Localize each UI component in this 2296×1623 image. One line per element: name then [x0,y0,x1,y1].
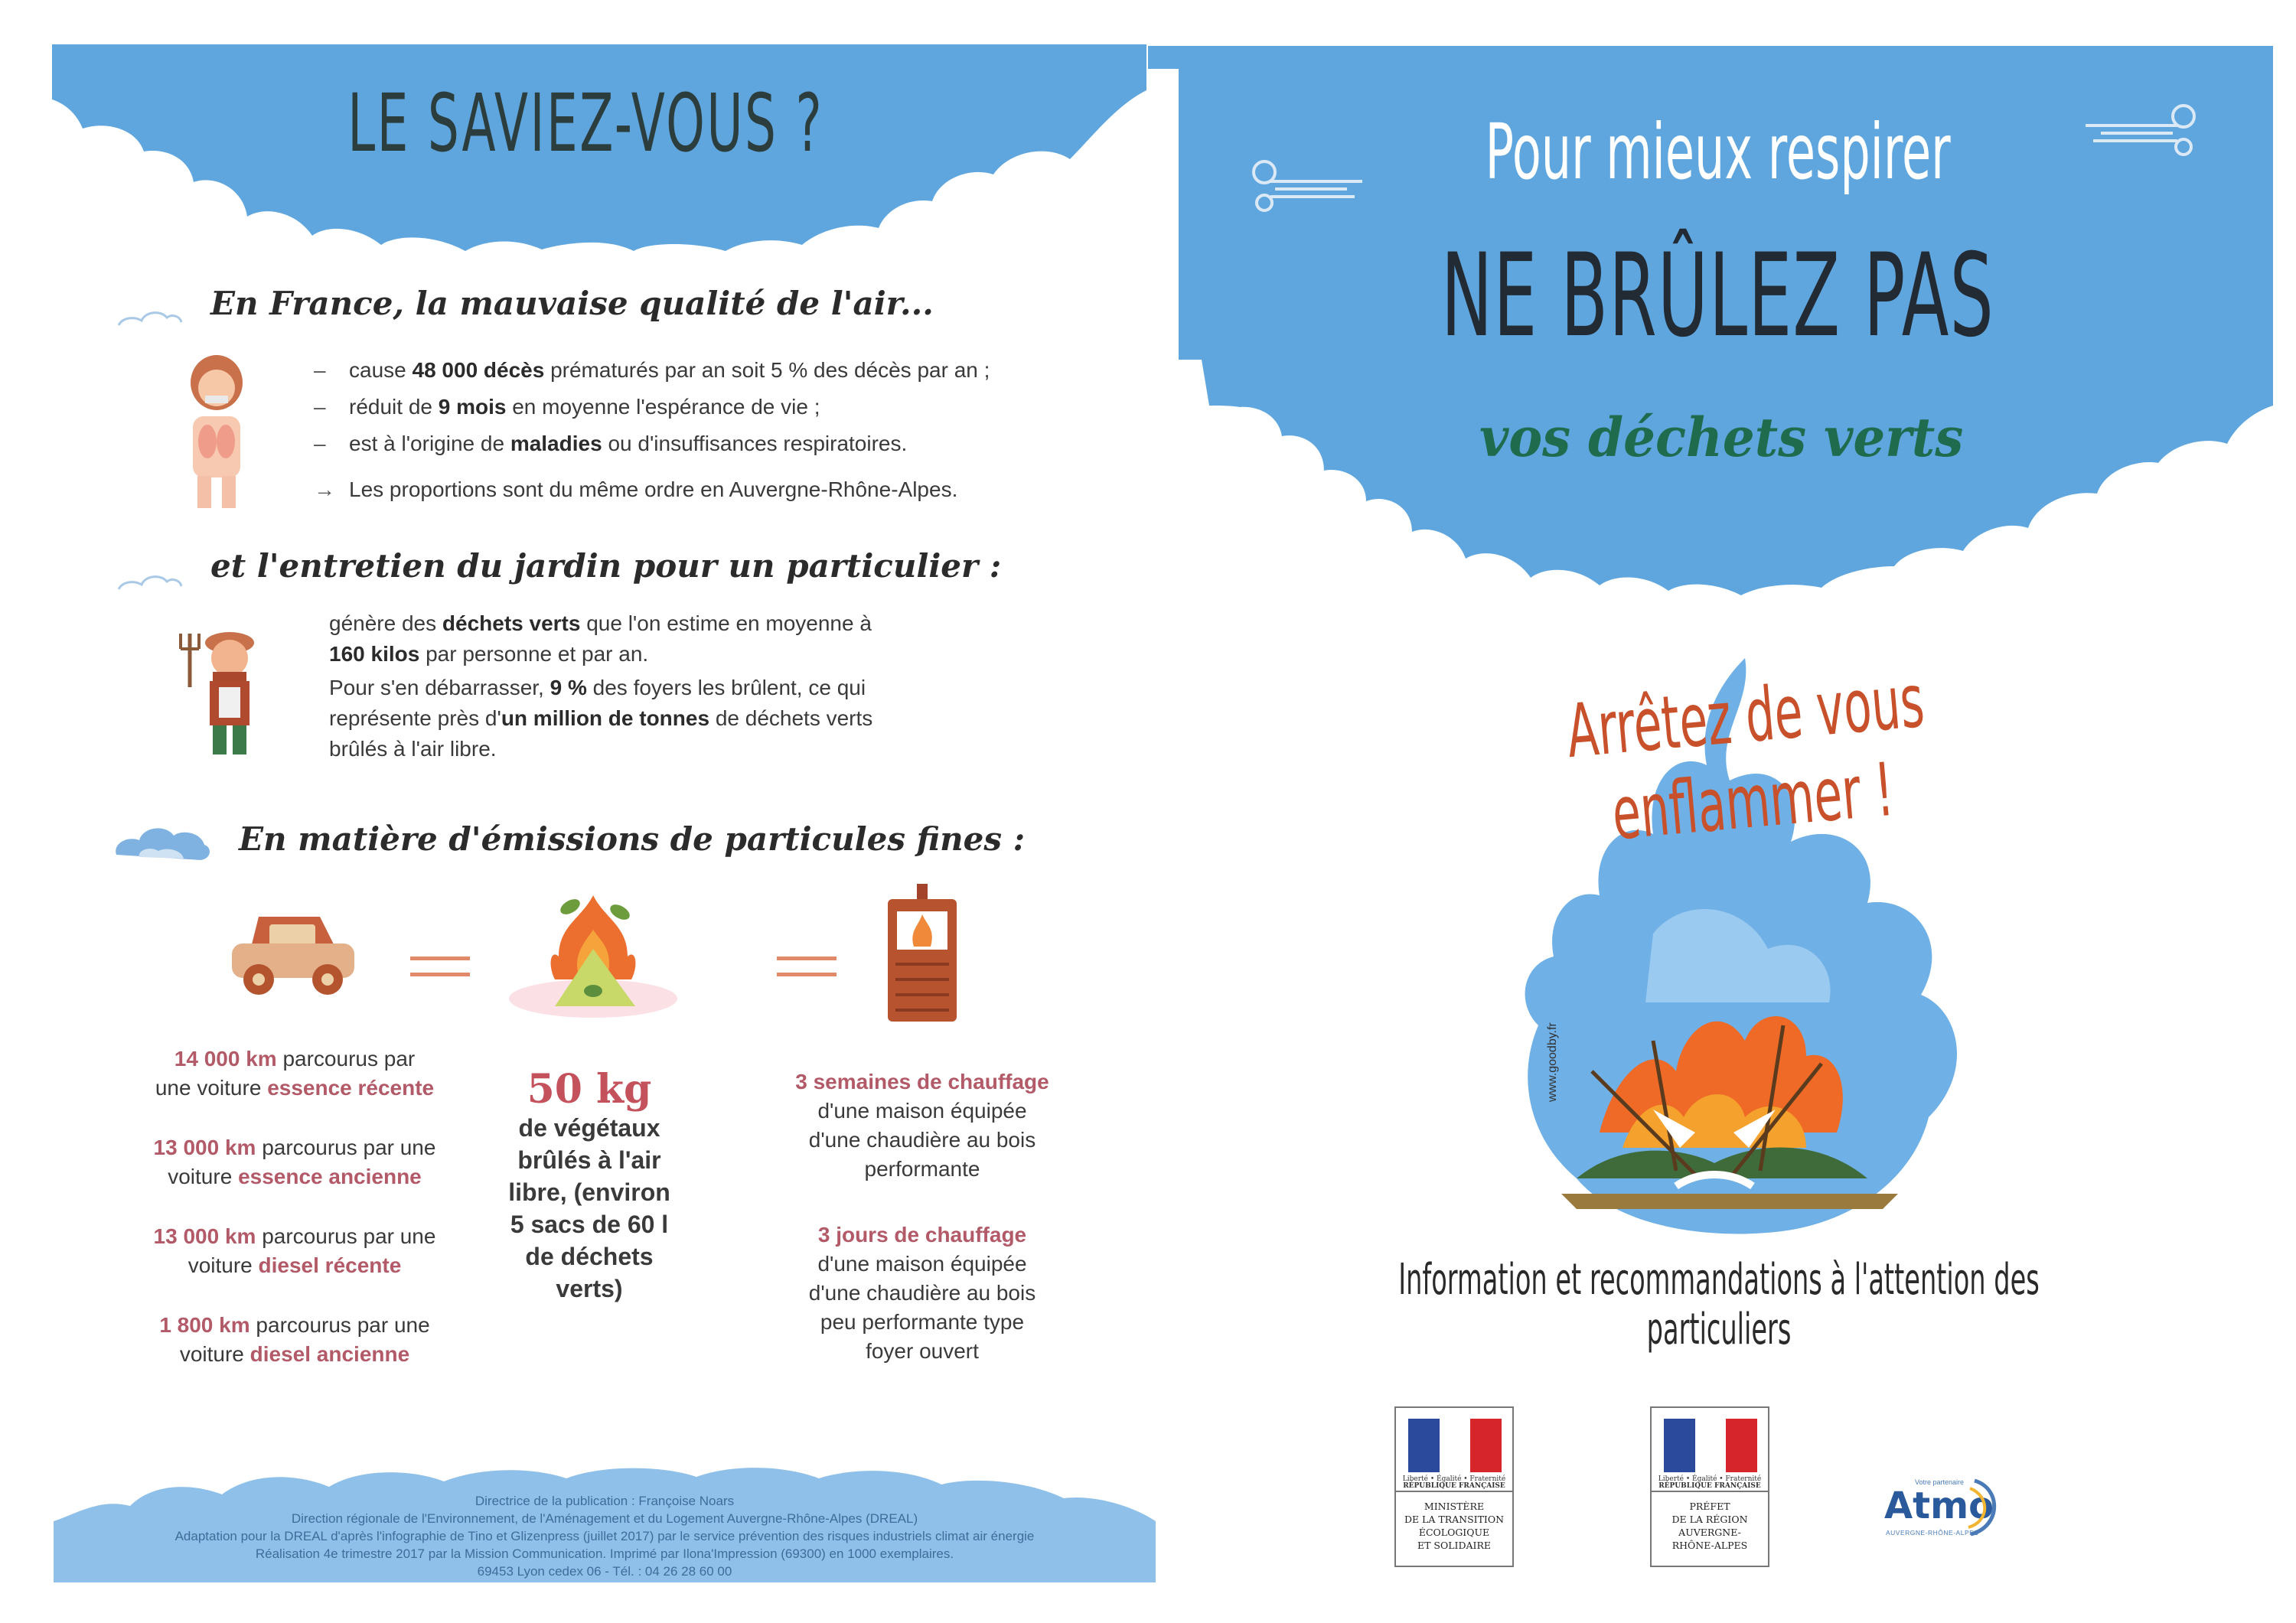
prefecture-name: PRÉFET DE LA RÉGION AUVERGNE- RHÔNE-ALPES [1671,1501,1748,1551]
arrow-note: → Les proportions sont du même ordre en Auvergne-Rhône-Alpes. [314,471,990,508]
atmo-tagline: Votre partenaire [1915,1478,1965,1486]
garden-paragraph [329,608,957,764]
prefecture-logo: Liberté • Égalité • Fraternité RÉPUBLIQUE FRANÇAISE PRÉFET DE LA RÉGION AUVERGNE- RHÔNE-ALPES [1650,1406,1769,1567]
bullet-row: – cause 48 000 décès prématurés par an soit 5 % des décès par an ; [314,358,990,382]
green-waste-amount [490,1066,689,1305]
heating-equivalent: 3 jours de chauffage d'une maison équipée d'une chaudière au bois peu performante type foyer ouvert [808,1223,1036,1363]
section-heading-air-quality: En France, la mauvaise qualité de l'air... [210,285,934,322]
boiler-icon [880,884,964,1025]
atmo-wordmark: Atmo [1884,1484,1994,1527]
air-quality-bullets [314,352,990,508]
watermark-url: www.goodby.fr [1546,1022,1559,1102]
cloud-icon [109,813,216,866]
car-equivalent: 14 000 km parcourus par une voiture essence récente [155,1047,435,1100]
right-panel [1148,0,2296,1623]
equals-sign [410,957,470,976]
slogan: Arrêtez de vous enflammer ! [1563,657,1928,857]
heating-equivalent: 3 semaines de chauffage d'une maison équipée d'une chaudière au bois performante [795,1070,1049,1181]
french-flag-icon [1408,1419,1502,1472]
car-icon [228,909,358,1001]
small-cloud-icon [115,295,184,333]
info-subtitle: Information et recommandations à l'attention des particuliers [1398,1255,2040,1354]
equals-sign [777,957,837,976]
car-equivalent: 13 000 km parcourus par une voiture essence ancienne [153,1136,436,1188]
arrow-right-icon: → [314,477,335,501]
atmo-region: AUVERGNE-RHÔNE-ALPES [1886,1529,1979,1537]
section-heading-emissions: En matière d'émissions de particules fines : [239,820,1026,858]
wind-swirl-icon [1247,149,1370,218]
headline-green-waste: vos déchets verts [1479,406,1964,469]
wind-swirl-icon [2078,99,2200,168]
car-equivalent: 1 800 km parcourus par une voiture diesel ancienne [159,1313,430,1366]
gardener-icon [174,626,266,756]
french-flag-icon [1664,1419,1757,1472]
garden-paragraph-2: Pour s'en débarrasser, 9 % des foyers les brûlent, ce qui représente près d'un million de tonnes de déchets verts brûlés à l'air libre. [329,676,873,761]
section-heading-garden: et l'entretien du jardin pour un particulier : [210,547,1002,585]
headline-dont-burn: NE BRÛLEZ PAS [1440,230,1994,363]
bullet-row: – est à l'origine de maladies ou d'insuffisances respiratoires. [314,432,908,455]
waste-description: de végétaux brûlés à l'air libre, (environ 5 sacs de 60 l de déchets verts) [508,1114,670,1302]
burning-pile-icon [505,888,681,1018]
publication-credits: Directrice de la publication : Françoise Noars Direction régionale de l'Environnement, de l'Aménagement et du Logement Auvergne-Rhône-Alpes (DREAL) Adaptation pour la DREAL d'après l'infographie de Tino et Glizenpress (juillet 2017) par le service prévention des risques industriels climat air énergie Réalisation 4e trimestre 2017 par la Mission Communication. Imprimé par Ilona'Impression (69300) en 1000 exemplaires. 69453 Lyon cedex 06 - Tél. : 04 26 28 60 00 [174,1494,1035,1579]
waste-weight: 50 kg [527,1066,652,1113]
headline-breathe: Pour mieux respirer [1485,107,1951,197]
car-equivalents [115,1045,475,1369]
page-title: LE SAVIEZ-VOUS ? [347,77,824,170]
ministry-name: MINISTÈRE DE LA TRANSITION ÉCOLOGIQUE ET SOLIDAIRE [1404,1501,1505,1551]
person-lungs-icon [182,354,251,510]
bullet-row: – réduit de 9 mois en moyenne l'espérance de vie ; [314,395,820,419]
heating-equivalents [758,1067,1087,1366]
ministry-logo: Liberté • Égalité • Fraternité RÉPUBLIQUE FRANÇAISE MINISTÈRE DE LA TRANSITION ÉCOLOGIQUE ET SOLIDAIRE [1394,1406,1514,1567]
garden-paragraph-1: génère des déchets verts que l'on estime en moyenne à 160 kilos par personne et par an. [329,611,872,666]
car-equivalent: 13 000 km parcourus par une voiture diesel récente [153,1224,436,1277]
atmo-logo [1884,1478,1994,1537]
small-cloud-icon [115,559,184,597]
